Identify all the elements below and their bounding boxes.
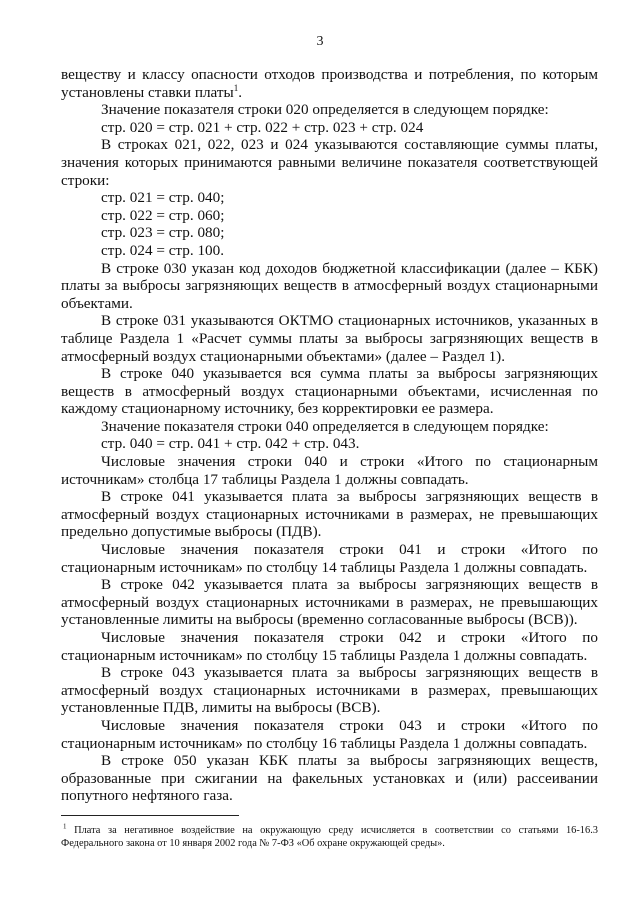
paragraph-text: веществу и классу опасности отходов производства и потребления, по которым установлены ставки платы — [61, 66, 598, 101]
paragraph-042: В строке 042 указывается плата за выбросы загрязняющих веществ в атмосферный воздух стационарных источниками в размерах, не превышающих установленные лимиты на выбросы (временно согласованные выбросы (ВСВ)). — [61, 576, 598, 629]
paragraph-050: В строке 050 указан КБК платы за выбросы загрязняющих веществ, образованные при сжигании на факельных установках и (или) рассеивании попутного нефтяного газа. — [61, 752, 598, 805]
paragraph-040-check: Числовые значения строки 040 и строки «Итого по стационарным источникам» столбца 17 таблицы Раздела 1 должны совпадать. — [61, 453, 598, 488]
paragraph-043: В строке 043 указывается плата за выбросы загрязняющих веществ в атмосферный воздух стационарных источниками в размерах, превышающих установленные ПДВ, лимиты на выбросы (ВСВ). — [61, 664, 598, 717]
formula-022: стр. 022 = стр. 060; — [101, 206, 225, 224]
footnote-text: Плата за негативное воздействие на окружающую среду исчисляется в соответствии со статьями 16-16.3 Федерального закона от 10 января 2002 года № 7-ФЗ «Об охране окружающей среды». — [61, 825, 598, 850]
footnote-marker: 1 — [63, 822, 67, 831]
formula-020: стр. 020 = стр. 021 + стр. 022 + стр. 023 + стр. 024 — [101, 118, 424, 136]
paragraph-end: . — [238, 83, 243, 101]
paragraph-020-order: Значение показателя строки 020 определяется в следующем порядке: — [101, 101, 549, 119]
formula-021: стр. 021 = стр. 040; — [101, 189, 225, 207]
footnote-divider — [61, 815, 239, 816]
paragraph-hazard-class — [61, 66, 598, 101]
footnote-reference: 1 — [233, 82, 239, 93]
paragraph-043-check: Числовые значения показателя строки 043 и строки «Итого по стационарным источникам» по столбцу 16 таблицы Раздела 1 должны совпадать. — [61, 716, 598, 752]
paragraph-021-024: В строках 021, 022, 023 и 024 указываются составляющие суммы платы, значения которых принимаются равными величине показателя соответствующей строки: — [61, 136, 598, 189]
formula-024: стр. 024 = стр. 100. — [101, 241, 225, 259]
paragraph-031: В строке 031 указываются ОКТМО стационарных источников, указанных в таблице Раздела 1 «Расчет суммы платы за выбросы загрязняющих веществ в атмосферный воздух стационарными объектами» (далее – Раздел 1). — [61, 312, 598, 365]
paragraph-041: В строке 041 указывается плата за выбросы загрязняющих веществ в атмосферный воздух стационарных источниками в размерах, не превышающих предельно допустимые выбросы (ПДВ). — [61, 488, 598, 541]
paragraph-041-check: Числовые значения показателя строки 041 и строки «Итого по стационарным источникам» по столбцу 14 таблицы Раздела 1 должны совпадать. — [61, 541, 598, 576]
document-body — [61, 66, 598, 805]
paragraph-042-check: Числовые значения показателя строки 042 и строки «Итого по стационарным источникам» по столбцу 15 таблицы Раздела 1 должны совпадать. — [61, 629, 598, 664]
footnote — [61, 824, 598, 850]
paragraph-040-order: Значение показателя строки 040 определяется в следующем порядке: — [101, 417, 549, 435]
paragraph-040: В строке 040 указывается вся сумма платы за выбросы загрязняющих веществ в атмосферный воздух стационарными объектами, исчисленная по каждому стационарному источнику, без корректировки ее размера. — [61, 365, 598, 418]
formula-023: стр. 023 = стр. 080; — [101, 224, 225, 242]
page-number: 3 — [316, 34, 324, 49]
paragraph-030: В строке 030 указан код доходов бюджетной классификации (далее – КБК) платы за выбросы загрязняющих веществ в атмосферный воздух стационарными объектами. — [61, 259, 598, 312]
formula-040: стр. 040 = стр. 041 + стр. 042 + стр. 043. — [101, 435, 360, 453]
